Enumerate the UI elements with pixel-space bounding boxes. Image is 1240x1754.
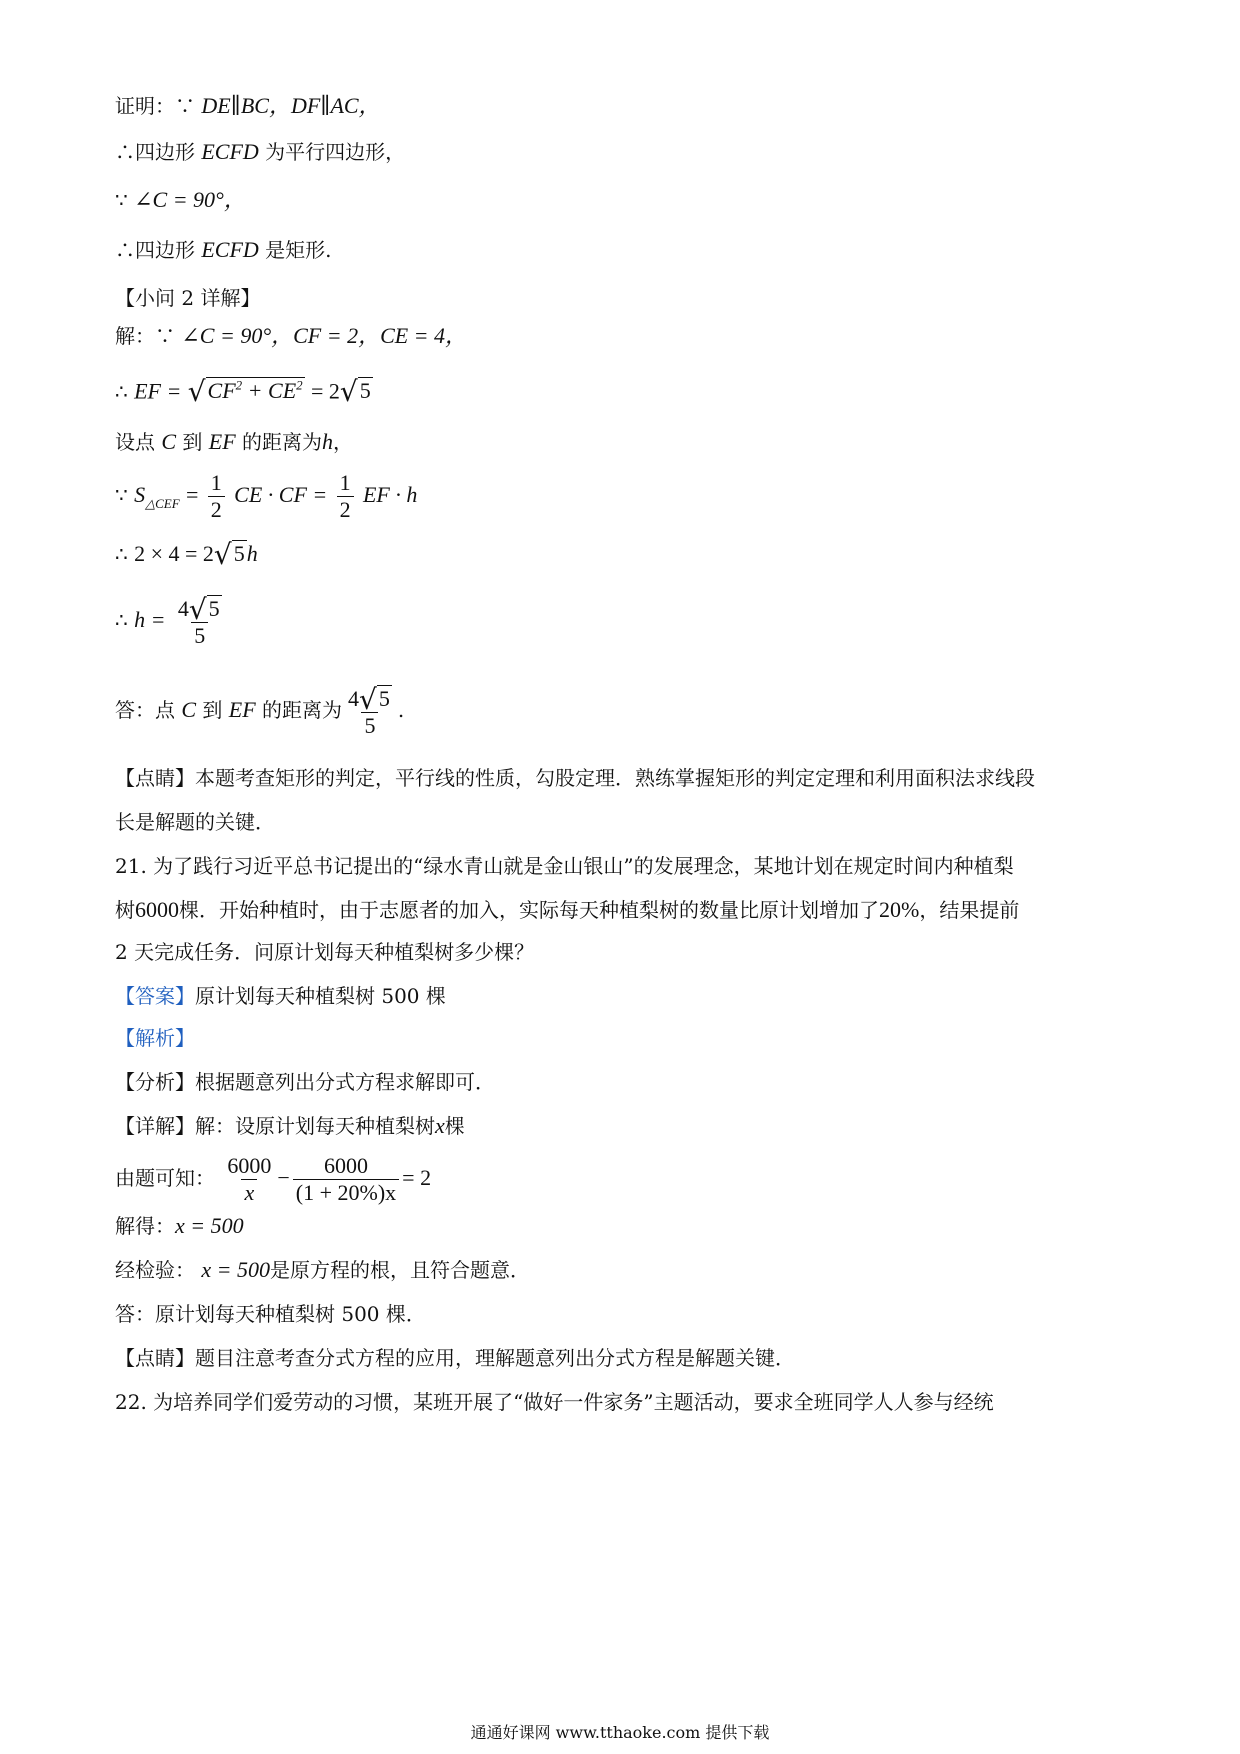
eq-fraction-1 [224, 1154, 274, 1205]
comment1-line-2: 长是解题的关键． [115, 810, 275, 834]
part2-step-2 [115, 372, 373, 409]
analysis-tag: 【解析】 [115, 1026, 195, 1050]
s3-text-b: 到 [182, 430, 203, 454]
sqrt-five-body: 5 [208, 596, 220, 621]
xiangjie-text-a: 【详解】解：设原计划每天种植梨树 [115, 1114, 435, 1138]
sqrt-five-body: 5 [378, 686, 390, 711]
sqrt-five-body: 5 [233, 541, 245, 566]
q21-equation [115, 1150, 431, 1206]
s3-text-e: ， [333, 430, 354, 454]
part2-step-6 [115, 590, 228, 650]
proof-line-4-prefix: ∴四边形 [115, 238, 195, 262]
ans-fraction [345, 685, 395, 738]
sqrt-five [213, 538, 247, 571]
s6-den: 5 [191, 622, 208, 648]
part2-step-5 [115, 538, 258, 571]
part2-step-4 [115, 468, 417, 525]
q21-answer [115, 982, 446, 1010]
eq-rhs: = 2 [402, 1165, 432, 1190]
s4-prefix: ∵ [115, 483, 128, 507]
xiangjie-x: x [435, 1113, 445, 1138]
rad-term-a: CF [207, 378, 236, 404]
q21-line-2-percent: 20% [879, 897, 920, 922]
proof-line-3-math: ∠C = 90°， [134, 187, 246, 212]
s6-prefix: ∴ [115, 608, 128, 632]
q21-line-2 [115, 896, 1019, 924]
eq-minus: − [277, 1165, 290, 1190]
eq-fraction-2 [293, 1154, 399, 1205]
q21-check [115, 1256, 530, 1284]
sqrt-five-body: 5 [359, 378, 371, 404]
s4-half-1 [208, 471, 225, 522]
q21-line-2-c: ，结果提前 [919, 898, 1020, 922]
radical-sign-icon: √ [187, 375, 206, 409]
s6-lhs: h = [134, 607, 166, 632]
eq-prefix: 由题可知： [115, 1166, 215, 1190]
s6-num-coef: 4 [177, 596, 189, 621]
frac-num: 6000 [227, 1153, 272, 1178]
q21-line-1: 21. 为了践行习近平总书记提出的“绿水青山就是金山银山”的发展理念，某地计划在规定时间内种植梨 [115, 854, 1014, 878]
q21-solution [115, 1212, 244, 1240]
part2-step-1 [115, 322, 467, 350]
s4-half-2 [337, 471, 354, 522]
ans-text-a: 答：点 [115, 698, 175, 722]
proof-line-4 [115, 236, 332, 264]
check-suffix: 是原方程的根，且符合题意． [269, 1258, 530, 1282]
sqrt-five [188, 593, 222, 626]
radical-sign-icon: √ [188, 593, 207, 626]
frac-num: 1 [210, 470, 222, 495]
frac-num: 6000 [323, 1153, 368, 1178]
part2-step-2-lhs: EF = [134, 378, 182, 404]
ans-point-c: C [181, 697, 197, 722]
q21-final: 答：原计划每天种植梨树 500 棵． [115, 1302, 426, 1326]
radical-sign-icon: √ [359, 683, 377, 716]
proof-line-1 [115, 92, 381, 120]
frac-den: 2 [337, 496, 354, 522]
frac-den: 2 [208, 496, 225, 522]
proof-line-3-prefix: ∵ [115, 188, 128, 212]
q21-fenxi: 【分析】根据题意列出分式方程求解即可． [115, 1070, 495, 1094]
ans-segment-ef: EF [228, 697, 256, 722]
sol-prefix: 解得： [115, 1214, 175, 1238]
s5-h: h [246, 541, 258, 566]
frac-den: (1 + 20%)x [293, 1179, 399, 1205]
sol-math: x = 500 [175, 1213, 244, 1238]
part2-step-1-math: ∠C = 90°，CF = 2，CE = 4， [181, 323, 468, 348]
ans-text-b: 到 [202, 698, 223, 722]
ans-text-d: 的距离为 [262, 698, 343, 722]
s6-fraction [175, 595, 225, 648]
proof-line-4-suffix: 是矩形. [265, 238, 332, 262]
q21-comment: 【点睛】题目注意考查分式方程的应用，理解题意列出分式方程是解题关键． [115, 1346, 795, 1370]
s4-eq: = [186, 482, 199, 507]
proof-line-3 [115, 186, 246, 214]
s4-end: EF · h [362, 482, 418, 507]
rad-sup-a: 2 [235, 378, 243, 393]
answer-text: 原计划每天种植梨树 500 棵 [195, 984, 446, 1008]
part2-step-3 [115, 428, 353, 456]
s5-prefix: ∴ [115, 542, 128, 566]
frac-den: x [241, 1179, 257, 1205]
check-prefix: 经检验： [115, 1258, 195, 1282]
ans-end: . [397, 698, 405, 722]
part2-answer [115, 680, 404, 740]
proof-line-2-suffix: 为平行四边形， [265, 140, 406, 164]
part2-heading: 【小问 2 详解】 [115, 286, 261, 310]
s5-math: 2 × 4 = 2 [134, 541, 214, 566]
proof-line-4-math: ECFD [201, 237, 259, 262]
q21-xiangjie [115, 1112, 465, 1140]
q22-line-1: 22. 为培养同学们爱劳动的习惯，某班开展了“做好一件家务”主题活动，要求全班同学人人参与经统 [115, 1390, 994, 1414]
ans-num-coef: 4 [348, 686, 360, 711]
proof-line-2 [115, 138, 405, 166]
sqrt-five [339, 375, 373, 409]
q21-line-2-b: 棵．开始种植时，由于志愿者的加入，实际每天种植梨树的数量比原计划增加了 [179, 898, 879, 922]
part2-step-1-prefix: 解：∵ [115, 324, 175, 348]
s4-area-symbol: S [134, 482, 146, 507]
radical-sign-icon: √ [339, 375, 358, 409]
q21-line-2-a: 树 [115, 898, 135, 922]
frac-num: 1 [339, 470, 351, 495]
rad-term-b: CE [268, 378, 297, 404]
sqrt-five [359, 683, 392, 716]
sqrt-expression [187, 372, 305, 409]
radical-sign-icon: √ [213, 538, 232, 571]
s3-segment-ef: EF [208, 429, 236, 454]
rad-plus: + [247, 378, 263, 404]
xiangjie-text-b: 棵 [444, 1114, 465, 1138]
ans-den: 5 [361, 712, 378, 738]
s3-text-a: 设点 [115, 430, 155, 454]
proof-line-1-math: DE∥BC，DF∥AC， [201, 93, 381, 118]
q21-line-3: 2 天完成任务．问原计划每天种植梨树多少棵？ [115, 940, 535, 964]
check-math: x = 500 [201, 1257, 270, 1282]
s3-point-c: C [161, 429, 177, 454]
s3-text-d: 的距离为 [242, 430, 323, 454]
s4-area-sub: △CEF [145, 496, 180, 511]
page-footer: 通通好课网 www.tthaoke.com 提供下载 [470, 1723, 770, 1742]
comment1-line-1: 【点睛】本题考查矩形的判定，平行线的性质，勾股定理．熟练掌握矩形的判定定理和利用面积法求线段 [115, 766, 1035, 790]
proof-line-2-prefix: ∴四边形 [115, 140, 195, 164]
part2-step-2-prefix: ∴ [115, 379, 128, 404]
answer-tag: 【答案】 [115, 984, 195, 1008]
s4-mid: CE · CF = [234, 482, 328, 507]
s3-h: h [322, 429, 334, 454]
part2-step-2-rhs: = 2 [311, 378, 340, 404]
rad-sup-b: 2 [296, 378, 303, 393]
proof-line-1-prefix: 证明：∵ [115, 94, 195, 118]
proof-line-2-math: ECFD [201, 139, 259, 164]
q21-line-2-number: 6000 [135, 897, 179, 922]
